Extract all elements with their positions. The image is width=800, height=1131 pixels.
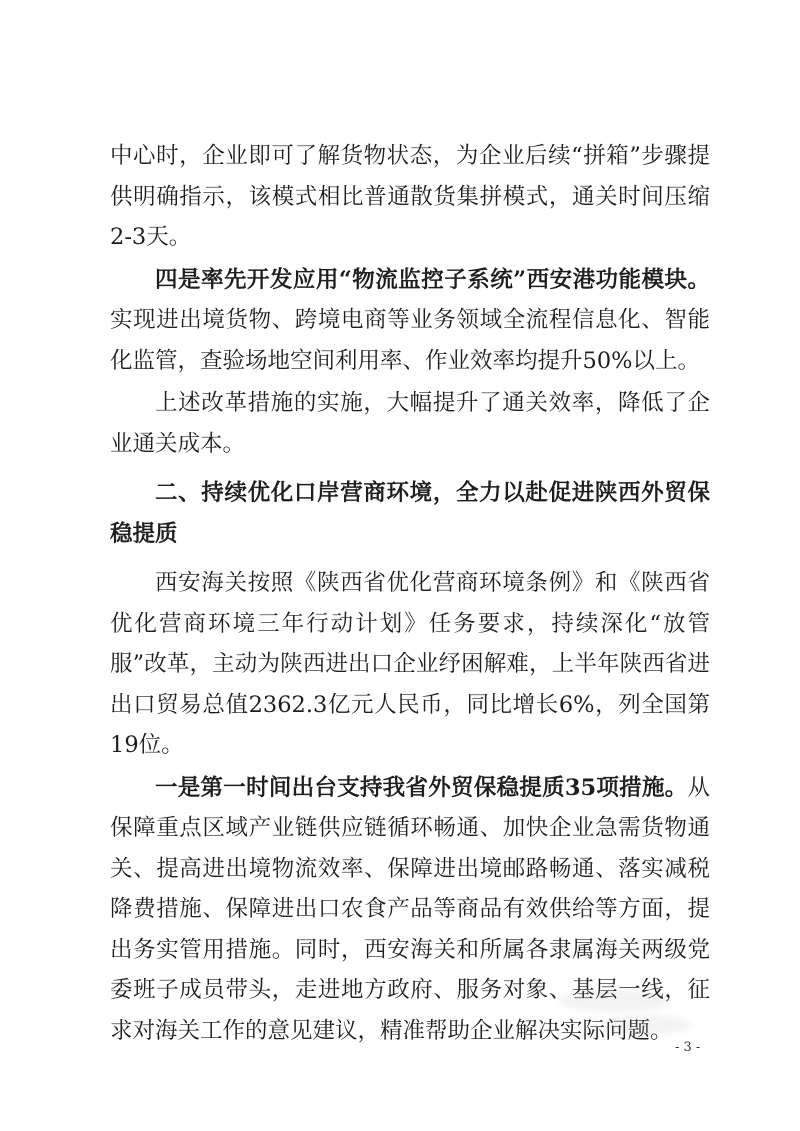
paragraph-point-four — [110, 260, 710, 382]
paragraph-intro: 西安海关按照《陕西省优化营商环境条例》和《陕西省优化营商环境三年行动计划》任务要求，持续深化“放管服”改革，主动为陕西进出口企业纾困解难，上半年陕西省进出口贸易总值2362.3亿元人民币，同比增长6%，列全国第19位。 — [110, 570, 710, 758]
paragraph-summary: 上述改革措施的实施，大幅提升了通关效率，降低了企业通关成本。 — [110, 390, 710, 457]
section-heading: 二、持续优化口岸营商环境，全力以赴促进陕西外贸保稳提质 — [110, 480, 710, 547]
paragraph-lead: 一是第一时间出台支持我省外贸保稳提质35项措施。 — [155, 774, 688, 801]
page-number: - 3 - — [675, 1040, 701, 1055]
scan-smudge — [560, 990, 670, 1012]
paragraph-lead: 四是率先开发应用“物流监控子系统”西安港功能模块。 — [155, 266, 710, 293]
document-body — [110, 136, 710, 1051]
scan-smudge — [600, 1015, 690, 1035]
paragraph-text: 从保障重点区域产业链供应链循环畅通、加快企业急需货物通关、提高进出境物流效率、保障进出境邮路畅通、落实减税降费措施、保障进出口农食产品等商品有效供给等方面，提出务实管用措施。同时，西安海关和所属各隶属海关两级党委班子成员带头，走进地方政府、服务对象、基层一线，征求对海关工作的意见建议，精准帮助企业解决实际问题。 — [110, 774, 710, 1044]
paragraph-text: 实现进出境货物、跨境电商等业务领域全流程信息化、智能化监管，查验场地空间利用率、作业效率均提升50%以上。 — [110, 307, 710, 374]
paragraph-continuation: 中心时，企业即可了解货物状态，为企业后续“拼箱”步骤提供明确指示，该模式相比普通散货集拼模式，通关时间压缩2-3天。 — [110, 143, 710, 250]
